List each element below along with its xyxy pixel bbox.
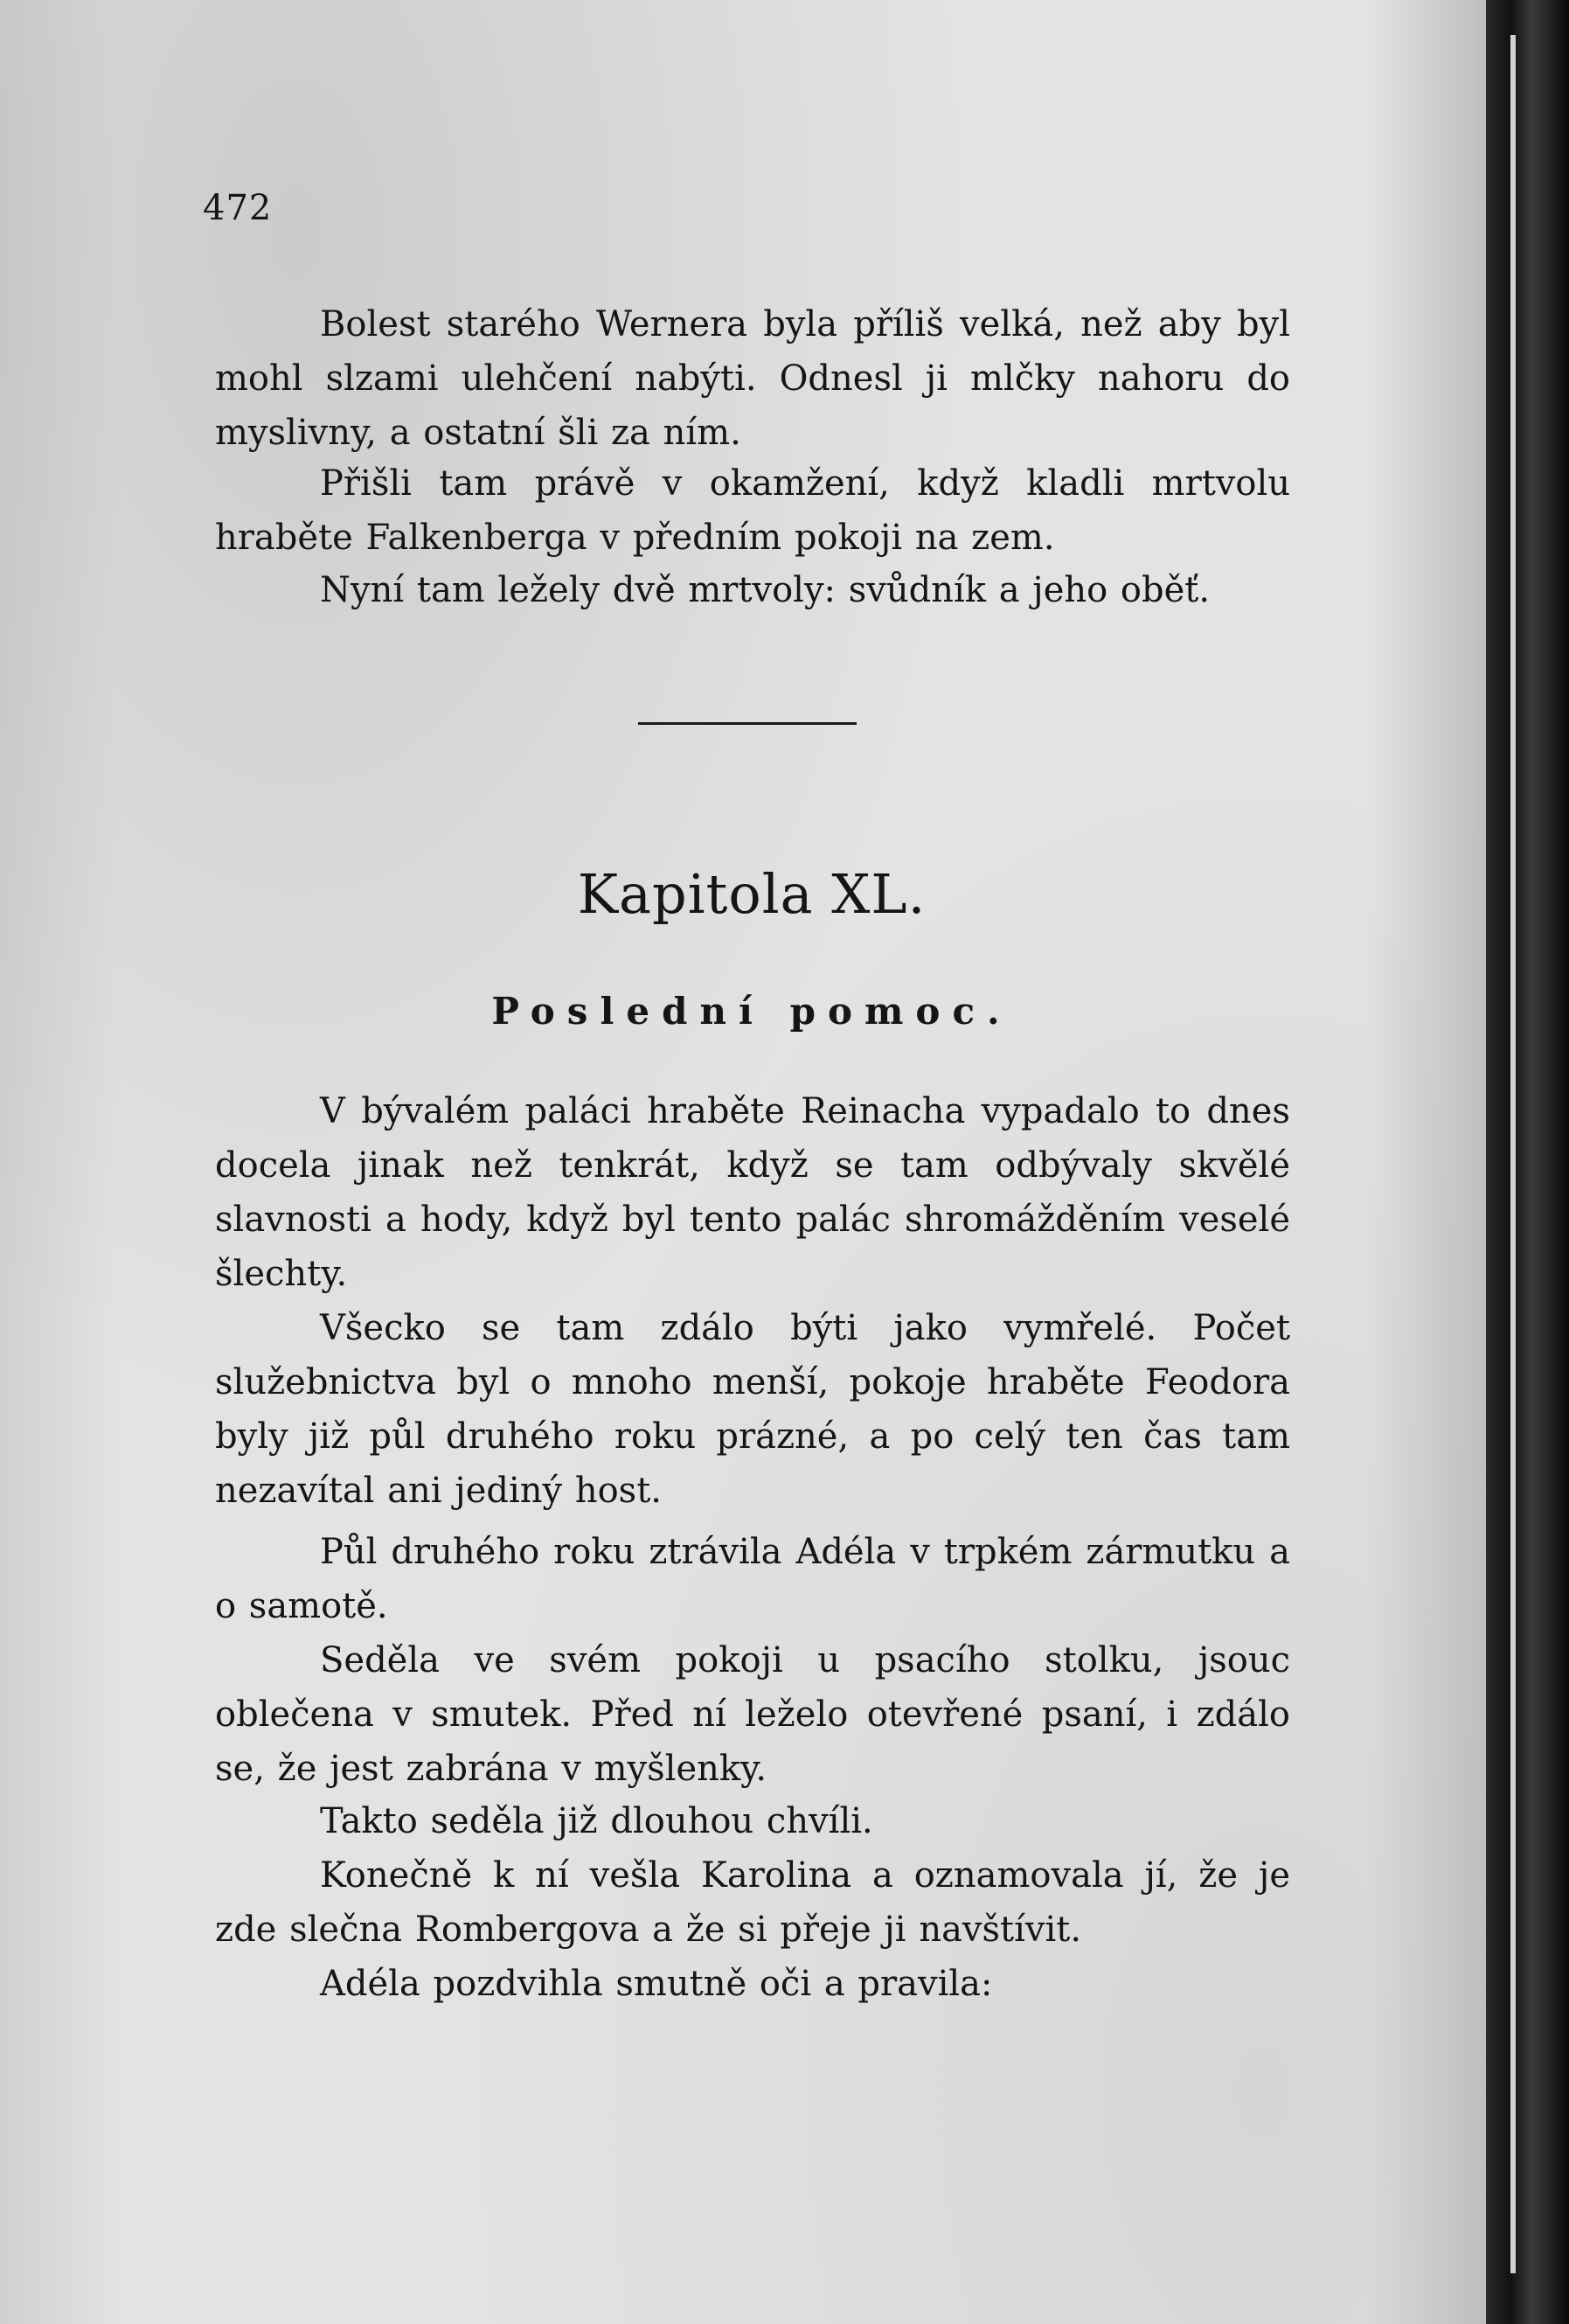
page-number: 472 <box>203 188 273 228</box>
paragraph: Takto seděla již dlouhou chvíli. <box>320 1801 873 1841</box>
book-binding-edge <box>1486 0 1569 2324</box>
paragraph: Přišli tam právě v okamžení, když kladli mrtvolu hraběte Falkenberga v předním pokoji na zem. <box>215 463 1290 558</box>
section-divider <box>638 722 857 725</box>
binding-highlight <box>1510 35 1516 2273</box>
chapter-title: Kapitola XL. <box>577 862 927 926</box>
paragraph: Nyní tam ležely dvě mrtvoly: svůdník a jeho oběť. <box>320 570 1211 610</box>
paragraph: Všecko se tam zdálo býti jako vymřelé. Počet služebnictva byl o mnoho menší, pokoje hraběte Feodora byly již půl druhého roku prázné, a po celý ten čas tam nezavítal ani jediný host. <box>215 1308 1290 1511</box>
paragraph: Konečně k ní vešla Karolina a oznamovala jí, že je zde slečna Rombergova a že si přeje ji navštívit. <box>215 1855 1290 1950</box>
paragraph: Bolest starého Wernera byla příliš velká, než aby byl mohl slzami ulehčení nabýti. Odnesl ji mlčky nahoru do myslivny, a ostatní šli za ním. <box>215 304 1290 453</box>
chapter-subtitle: Poslední pomoc. <box>491 990 1012 1033</box>
paragraph: V bývalém paláci hraběte Reinacha vypadalo to dnes docela jinak než tenkrát, když se tam odbývaly skvělé slavnosti a hody, když byl tento palác shromážděním veselé šlechty. <box>215 1091 1290 1294</box>
paragraph: Půl druhého roku ztrávila Adéla v trpkém zármutku a o samotě. <box>215 1532 1290 1626</box>
paragraph: Adéla pozdvihla smutně oči a pravila: <box>320 1964 993 2004</box>
paragraph: Seděla ve svém pokoji u psacího stolku, jsouc oblečena v smutek. Před ní leželo otevřené psaní, i zdálo se, že jest zabrána v myšlenky. <box>215 1640 1290 1789</box>
